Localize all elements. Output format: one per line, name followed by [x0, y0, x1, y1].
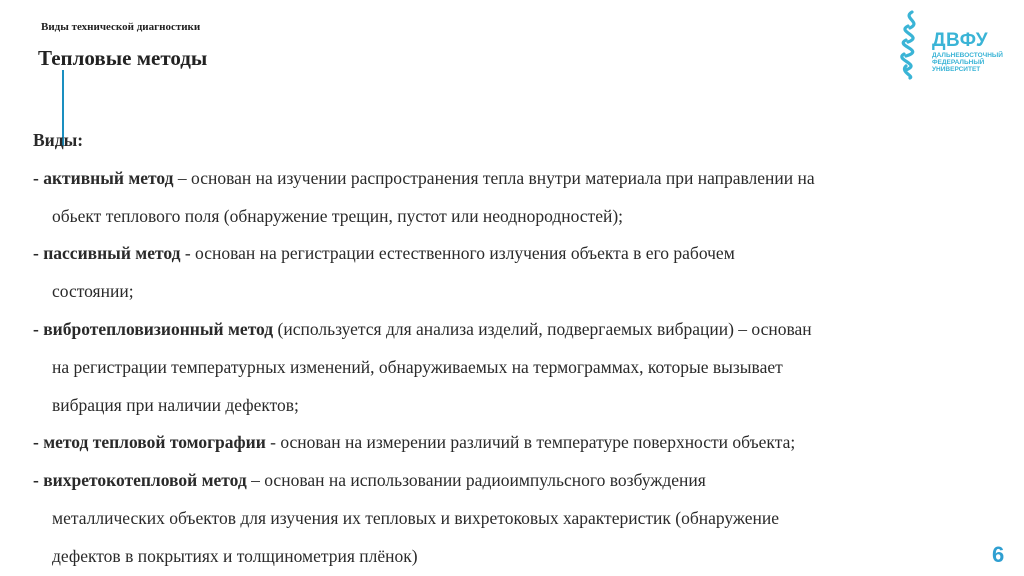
method-term: - активный метод [33, 167, 174, 188]
method-term: - пассивный метод [33, 243, 181, 264]
list-item [33, 311, 1003, 349]
list-item [33, 235, 1003, 273]
method-description-continued: состоянии; [52, 281, 134, 302]
content-body [33, 122, 1003, 576]
logo-subtitle: ДАЛЬНЕВОСТОЧНЫЙ ФЕДЕРАЛЬНЫЙ УНИВЕРСИТЕТ [932, 52, 1003, 73]
method-description-continued: дефектов в покрытиях и толщинометрия плёнок) [52, 545, 418, 566]
university-logo [892, 8, 1004, 80]
method-term: - вихретокотепловой метод [33, 470, 247, 491]
method-description-continued: вибрация при наличии дефектов; [52, 394, 299, 415]
method-term: - вибротепловизионный метод [33, 318, 274, 339]
list-item [33, 462, 1003, 500]
page-number: 6 [992, 542, 1005, 567]
logo-wordmark: ДВФУ [932, 30, 989, 51]
method-description-continued: обьект теплового поля (обнаружение трещин, пустот или неоднородностей); [52, 205, 624, 226]
method-description: (используется для анализа изделий, подвергаемых вибрации) – основан [273, 318, 812, 339]
method-description-continued: металлических объектов для изучения их тепловых и вихретоковых характеристик (обнаружение [52, 507, 780, 528]
logo-emblem-icon [892, 8, 932, 80]
list-item [33, 424, 1003, 462]
method-term: - метод тепловой томографии [33, 432, 266, 453]
method-description: – основан на использовании радиоимпульсного возбуждения [246, 470, 706, 491]
section-label: Виды технической диагностики [41, 21, 201, 33]
slide-title: Тепловые методы [38, 46, 208, 70]
list-item [33, 160, 1003, 198]
method-description: - основан на регистрации естественного излучения объекта в его рабочем [180, 243, 735, 264]
methods-list [33, 160, 1003, 576]
method-description: – основан на изучении распространения тепла внутри материала при направлении на [173, 167, 815, 188]
content-heading: Виды: [33, 130, 84, 150]
method-description: - основан на измерении различий в температуре поверхности объекта; [265, 432, 796, 453]
method-description-continued: на регистрации температурных изменений, обнаруживаемых на термограммах, которые вызывает [52, 356, 783, 377]
